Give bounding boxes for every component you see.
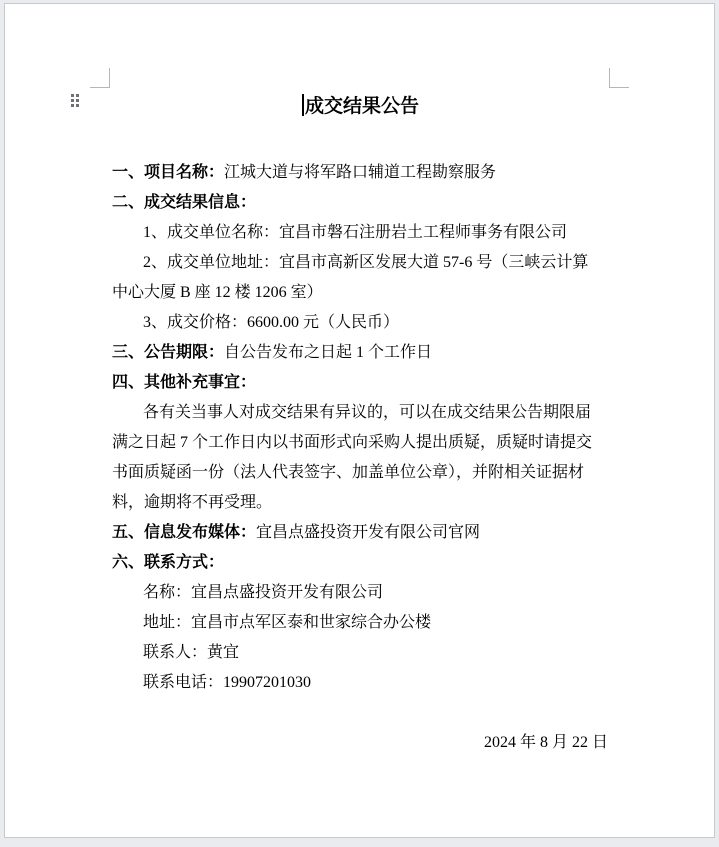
margin-crop-mark-top-right [609,68,629,88]
text-segment: 地址：宜昌市点军区泰和世家综合办公楼 [143,614,432,631]
document-line[interactable] [112,638,609,668]
text-segment: 联系电话：19907201030 [143,674,312,691]
text-segment: 1、成交单位名称：宜昌市磐石注册岩土工程师事务有限公司 [143,224,568,241]
document-line[interactable] [112,278,609,308]
document-line[interactable] [112,458,609,488]
document-line[interactable] [112,338,609,368]
text-segment: 满之日起 7 个工作日内以书面形式向采购人提出质疑，质疑时请提交 [112,434,593,451]
drag-handle-icon[interactable] [71,94,79,107]
title-spacer [112,125,609,158]
document-line[interactable] [112,218,609,248]
text-segment: 四、其他补充事宜： [112,374,257,391]
document-line[interactable] [112,488,609,518]
text-segment: 江城大道与将军路口辅道工程勘察服务 [224,164,497,181]
document-line[interactable] [112,608,609,638]
document-line[interactable] [112,158,609,188]
document-line[interactable] [112,548,609,578]
text-cursor-icon [302,94,304,116]
document-content [112,88,609,758]
text-segment: 自公告发布之日起 1 个工作日 [224,344,433,361]
text-segment: 五、信息发布媒体： [112,524,257,541]
text-segment: 一、项目名称： [112,164,225,181]
text-segment: 宜昌点盛投资开发有限公司官网 [256,524,481,541]
document-line[interactable] [112,398,609,428]
document-title-text: 成交结果公告 [304,96,419,117]
text-segment: 三、公告期限： [112,344,225,361]
margin-crop-mark-top-left [90,68,110,88]
document-line[interactable] [112,668,609,698]
document-line[interactable] [112,308,609,338]
document-body [112,158,609,698]
document-date[interactable]: 2024 年 8 月 22 日 [483,734,608,751]
text-segment: 2、成交单位地址：宜昌市高新区发展大道 57-6 号（三峡云计算 [143,254,589,271]
document-line[interactable] [112,518,609,548]
text-segment: 3、成交价格：6600.00 元（人民币） [143,314,400,331]
document-line[interactable] [112,368,609,398]
text-segment: 书面质疑函一份（法人代表签字、加盖单位公章），并附相关证据材 [112,464,585,481]
document-line[interactable] [112,428,609,458]
text-segment: 料，逾期将不再受理。 [112,494,273,511]
text-segment: 各有关当事人对成交结果有异议的，可以在成交结果公告期限届 [143,404,592,421]
text-segment: 中心大厦 B 座 12 楼 1206 室） [112,284,323,301]
document-line[interactable] [112,188,609,218]
text-segment: 名称：宜昌点盛投资开发有限公司 [143,584,384,601]
document-line[interactable] [112,578,609,608]
text-segment: 六、联系方式： [112,554,225,571]
document-title[interactable] [112,88,609,125]
text-segment: 联系人：黄宜 [143,644,240,661]
text-segment: 二、成交结果信息： [112,194,257,211]
document-line[interactable] [112,248,609,278]
